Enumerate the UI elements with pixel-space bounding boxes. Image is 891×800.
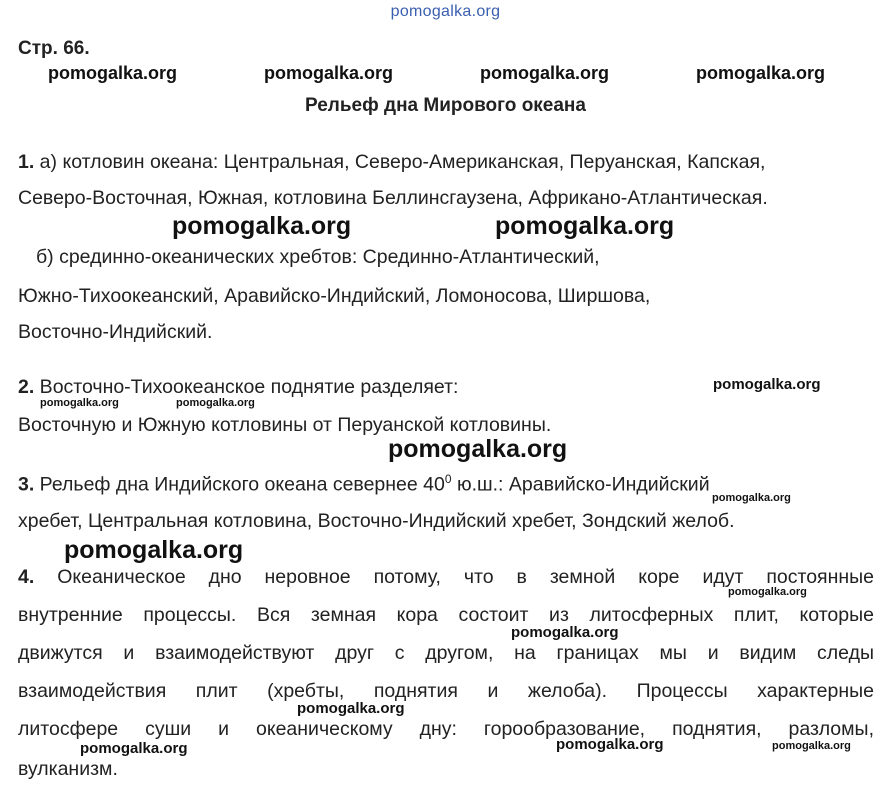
answer-4-line-4: взаимодействия плит (хребты, поднятия и желоба). Процессы характерные [18,680,874,702]
answer-4-line-5: литосфере суши и океаническому дну: горообразование, поднятия, разломы, [18,718,874,740]
watermark: pomogalka.org [495,212,675,240]
watermark: pomogalka.org [728,586,807,598]
watermark: pomogalka.org [297,700,405,717]
answer-4-line-6: вулканизм. [18,758,118,780]
answer-4-line-2: внутренние процессы. Вся земная кора состоит из литосферных плит, которые [18,604,874,626]
watermark: pomogalka.org [696,63,826,83]
answer-number: 3. [18,473,35,496]
watermark: pomogalka.org [772,740,851,752]
answer-3-line-2: хребет, Центральная котловина, Восточно-Индийский хребет, Зондский желоб. [18,510,735,532]
watermark: pomogalka.org [713,376,821,393]
answer-1-line-2: Северо-Восточная, Южная, котловина Беллинсгаузена, Африкано-Атлантическая. [18,187,768,209]
answer-2-line-1: 2. Восточно-Тихоокеанское поднятие разделяет: [18,376,459,398]
section-title: Рельеф дна Мирового океана [305,95,586,116]
answer-4-line-1: 4. Океаническое дно неровное потому, что в земной коре идут постоянные [18,566,874,588]
watermark: pomogalka.org [172,212,352,240]
answer-1-line-1: 1. а) котловин океана: Центральная, Северо-Американская, Перуанская, Капская, [18,151,766,173]
page-number: Стр. 66. [18,38,90,59]
watermark: pomogalka.org [264,63,394,83]
site-watermark-top: pomogalka.org [390,3,501,20]
watermark: pomogalka.org [712,492,791,504]
watermark: pomogalka.org [176,397,255,409]
answer-4-line-3: движутся и взаимодействуют друг с другом, на границах мы и видим следы [18,642,874,664]
answer-number: 1. [18,151,35,173]
answer-1-line-5: Восточно-Индийский. [18,321,213,343]
answer-3-line-1: 3. Рельеф дна Индийского океана севернее $40^0$ ю.ш.: Аравийско-Индийский [18,472,710,496]
watermark: pomogalka.org [64,536,244,564]
answer-number: 2. [18,376,35,398]
answer-2-line-2: Восточную и Южную котловины от Перуанской котловины. [18,414,552,436]
answer-1-line-3: б) срединно-океанических хребтов: Срединно-Атлантический, [36,246,600,268]
answer-1-line-4: Южно-Тихоокеанский, Аравийско-Индийский, Ломоносова, Ширшова, [18,285,651,307]
watermark: pomogalka.org [556,736,664,753]
watermark: pomogalka.org [511,624,619,641]
watermark: pomogalka.org [40,397,119,409]
watermark: pomogalka.org [480,63,610,83]
watermark: pomogalka.org [48,63,178,83]
watermark: pomogalka.org [80,740,188,757]
watermark: pomogalka.org [388,435,568,463]
answer-number: 4. [18,566,35,588]
